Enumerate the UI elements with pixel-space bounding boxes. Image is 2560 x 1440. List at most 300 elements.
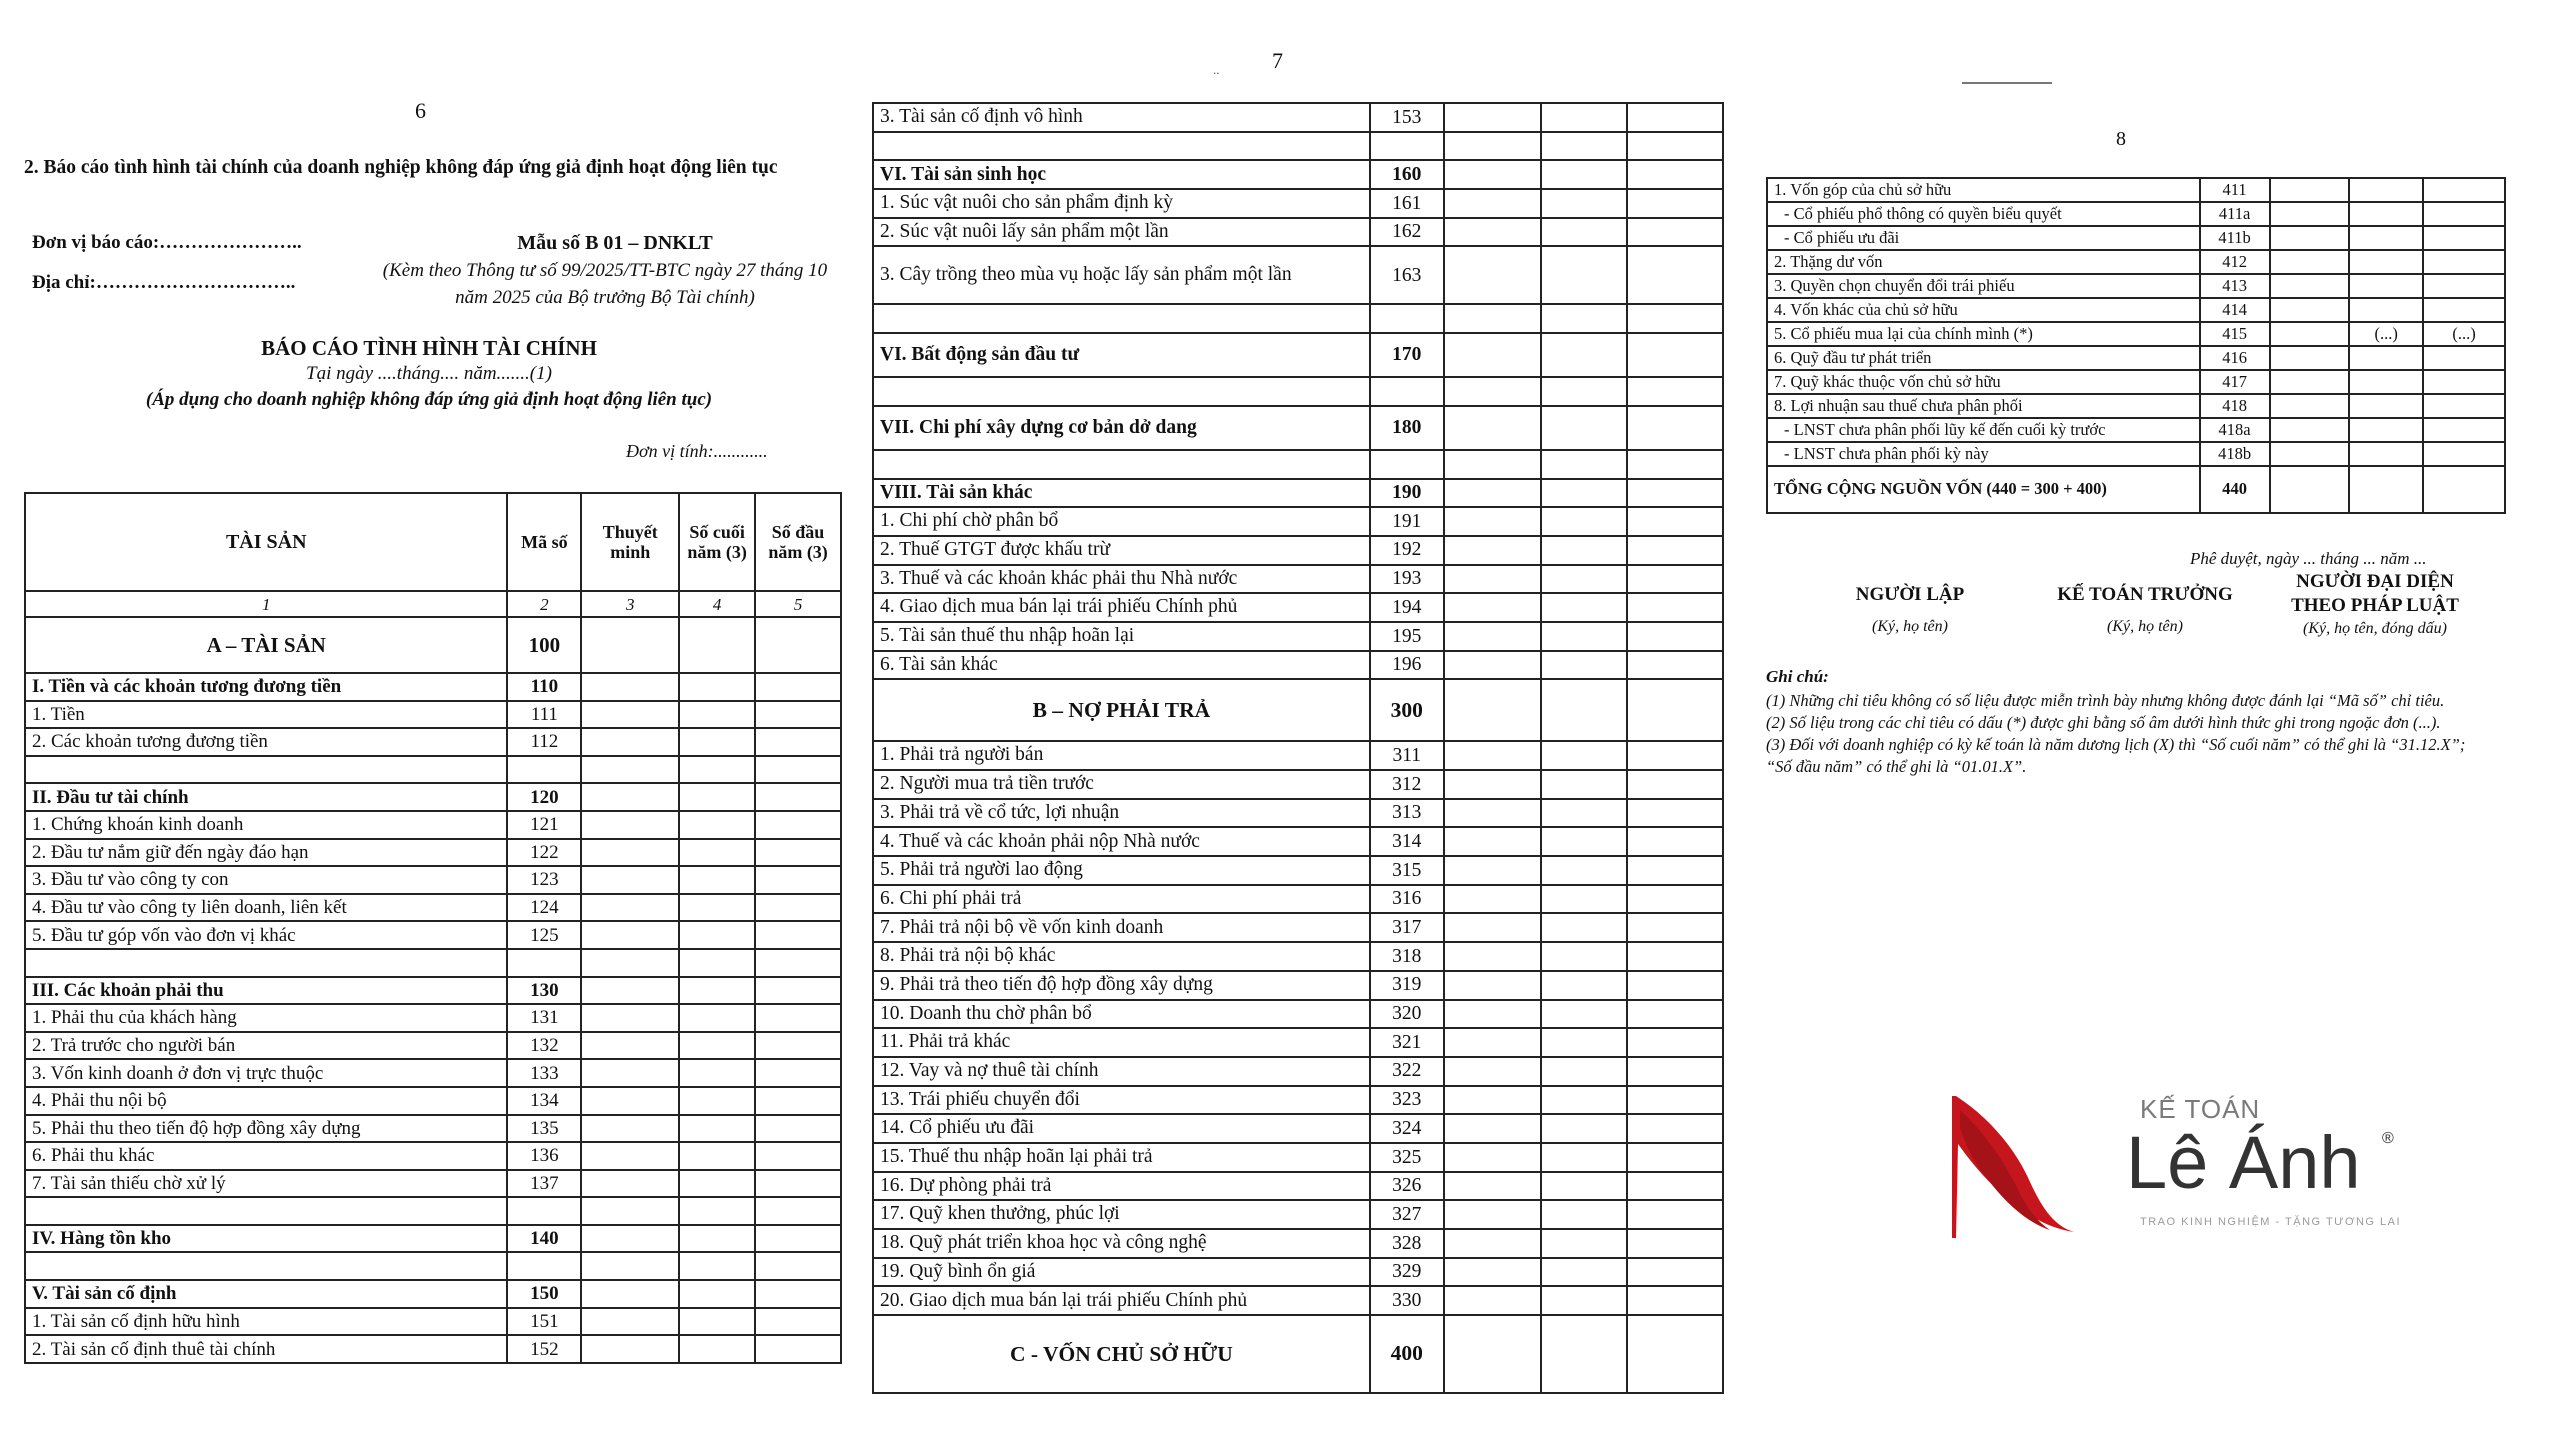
row-end-value (1541, 103, 1627, 132)
row-code: 300 (1370, 679, 1444, 741)
row-label: 7. Phải trả nội bộ về vốn kinh doanh (873, 913, 1370, 942)
logo-brand: Lê Ánh (2126, 1121, 2361, 1204)
row-label: 10. Doanh thu chờ phân bổ (873, 1000, 1370, 1029)
table-row (873, 1315, 1723, 1393)
row-label: C - VỐN CHỦ SỞ HỮU (873, 1315, 1370, 1393)
row-code: 418a (2200, 418, 2270, 442)
table-row (1767, 442, 2505, 466)
row-code: 136 (507, 1142, 581, 1170)
row-begin-value (755, 1308, 841, 1336)
row-label: 14. Cổ phiếu ưu đãi (873, 1114, 1370, 1143)
row-code: 318 (1370, 942, 1444, 971)
row-notes (2270, 226, 2350, 250)
header-assets: TÀI SẢN (25, 493, 507, 591)
row-label (873, 450, 1370, 479)
row-label: 5. Đầu tư góp vốn vào đơn vị khác (25, 921, 507, 949)
table-row (873, 536, 1723, 565)
row-begin-value (2423, 418, 2505, 442)
page-number: 6 (415, 98, 426, 123)
col-number: 2 (507, 591, 581, 617)
row-notes (1444, 770, 1542, 799)
table-row (1767, 226, 2505, 250)
row-label: 4. Giao dịch mua bán lại trái phiếu Chính phủ (873, 593, 1370, 622)
row-notes (581, 756, 679, 784)
row-label: 1. Vốn góp của chủ sở hữu (1767, 178, 2200, 202)
row-code: 161 (1370, 189, 1444, 218)
row-notes (1444, 132, 1542, 161)
row-end-value (679, 617, 755, 673)
row-end-value (679, 1252, 755, 1280)
row-begin-value (755, 1335, 841, 1363)
row-notes (581, 1087, 679, 1115)
row-label: 2. Người mua trả tiền trước (873, 770, 1370, 799)
row-end-value (1541, 651, 1627, 680)
row-begin-value (2423, 370, 2505, 394)
row-label: 2. Thặng dư vốn (1767, 250, 2200, 274)
table-row (873, 479, 1723, 508)
row-label: II. Đầu tư tài chính (25, 783, 507, 811)
row-notes (2270, 250, 2350, 274)
row-end-value (679, 1280, 755, 1308)
note-item: (1) Những chỉ tiêu không có số liệu được miễn trình bày nhưng không được đánh lại “Mã số” chỉ tiêu. (1766, 691, 2445, 710)
row-notes (581, 1059, 679, 1087)
row-label: 4. Vốn khác của chủ sở hữu (1767, 298, 2200, 322)
row-end-value (1541, 377, 1627, 406)
row-code: 170 (1370, 333, 1444, 377)
form-code: Mẫu số B 01 – DNKLT (517, 232, 713, 254)
row-begin-value (2423, 250, 2505, 274)
table-row (873, 1000, 1723, 1029)
row-notes (581, 839, 679, 867)
row-label: 1. Chi phí chờ phân bổ (873, 507, 1370, 536)
row-begin-value (2423, 442, 2505, 466)
row-end-value (1541, 942, 1627, 971)
row-begin-value (2423, 346, 2505, 370)
page-number: 7 (1272, 48, 1283, 73)
table-row (873, 1057, 1723, 1086)
row-notes (1444, 1172, 1542, 1201)
row-notes (1444, 622, 1542, 651)
row-end-value (1541, 536, 1627, 565)
table-row (1767, 274, 2505, 298)
row-notes (1444, 507, 1542, 536)
row-begin-value (1627, 622, 1723, 651)
row-end-value (1541, 1143, 1627, 1172)
row-code: 123 (507, 866, 581, 894)
row-notes (1444, 799, 1542, 828)
table-row (873, 913, 1723, 942)
row-begin-value (1627, 189, 1723, 218)
notes-title: Ghi chú: (1766, 667, 1829, 686)
row-notes (1444, 218, 1542, 247)
table-row (873, 565, 1723, 594)
row-end-value (1541, 246, 1627, 304)
table-row (873, 160, 1723, 189)
row-code: 112 (507, 728, 581, 756)
table-row (25, 1115, 841, 1143)
row-end-value (679, 1059, 755, 1087)
row-code (1370, 377, 1444, 406)
row-label: 20. Giao dịch mua bán lại trái phiếu Chính phủ (873, 1286, 1370, 1315)
row-begin-value (2423, 466, 2505, 513)
row-notes (581, 1197, 679, 1225)
row-label: 8. Phải trả nội bộ khác (873, 942, 1370, 971)
row-code: 196 (1370, 651, 1444, 680)
row-notes (581, 949, 679, 977)
row-label (25, 1197, 507, 1225)
table-row (25, 977, 841, 1005)
table-row (1767, 250, 2505, 274)
row-end-value (1541, 479, 1627, 508)
row-notes (2270, 346, 2350, 370)
row-notes (2270, 466, 2350, 513)
row-begin-value (755, 673, 841, 701)
col-number: 3 (581, 591, 679, 617)
row-begin-value (1627, 885, 1723, 914)
row-notes (581, 783, 679, 811)
row-end-value (1541, 1315, 1627, 1393)
row-label: 3. Đầu tư vào công ty con (25, 866, 507, 894)
row-label: 17. Quỹ khen thưởng, phúc lợi (873, 1200, 1370, 1229)
row-code: 124 (507, 894, 581, 922)
row-begin-value (1627, 103, 1723, 132)
row-label: 5. Phải trả người lao động (873, 856, 1370, 885)
row-end-value (1541, 679, 1627, 741)
row-begin-value (1627, 1143, 1723, 1172)
row-begin-value (755, 783, 841, 811)
row-label: 3. Thuế và các khoản khác phải thu Nhà nước (873, 565, 1370, 594)
equity-table (1766, 177, 2506, 514)
approval-line: Phê duyệt, ngày ... tháng ... năm ... (2190, 549, 2427, 568)
row-code: 121 (507, 811, 581, 839)
row-begin-value (2423, 178, 2505, 202)
row-end-value (1541, 507, 1627, 536)
row-code: 311 (1370, 741, 1444, 770)
row-end-value (1541, 450, 1627, 479)
row-end-value (1541, 218, 1627, 247)
row-end-value (1541, 333, 1627, 377)
row-begin-value (2423, 202, 2505, 226)
assets-table (24, 492, 842, 1364)
row-end-value (1541, 1086, 1627, 1115)
table-row (873, 827, 1723, 856)
row-code (507, 949, 581, 977)
row-begin-value (755, 1142, 841, 1170)
row-label (25, 756, 507, 784)
row-begin-value (755, 1252, 841, 1280)
row-end-value (1541, 304, 1627, 333)
row-begin-value (1627, 1000, 1723, 1029)
row-begin-value (755, 977, 841, 1005)
row-code: 137 (507, 1170, 581, 1198)
row-notes (1444, 1258, 1542, 1287)
row-label: 5. Cổ phiếu mua lại của chính mình (*) (1767, 322, 2200, 346)
row-label: TỔNG CỘNG NGUỒN VỐN (440 = 300 + 400) (1767, 466, 2200, 513)
row-begin-value (1627, 1057, 1723, 1086)
row-notes (581, 673, 679, 701)
table-row (1767, 298, 2505, 322)
row-code: 400 (1370, 1315, 1444, 1393)
row-notes (581, 701, 679, 729)
row-notes (1444, 406, 1542, 450)
row-begin-value (755, 1087, 841, 1115)
row-code: 191 (1370, 507, 1444, 536)
row-end-value (2349, 370, 2423, 394)
table-row (25, 1252, 841, 1280)
row-label: 1. Chứng khoán kinh doanh (25, 811, 507, 839)
row-begin-value (755, 921, 841, 949)
row-code: 320 (1370, 1000, 1444, 1029)
table-row (873, 799, 1723, 828)
row-begin-value (1627, 160, 1723, 189)
row-end-value (1541, 885, 1627, 914)
signer-legal-rep (2270, 570, 2480, 638)
row-code (507, 1197, 581, 1225)
row-code: 190 (1370, 479, 1444, 508)
row-end-value (679, 1335, 755, 1363)
currency-unit: Đơn vị tính:............ (626, 441, 768, 461)
table-row (25, 617, 841, 673)
row-end-value (1541, 856, 1627, 885)
row-label (873, 304, 1370, 333)
table-row (25, 673, 841, 701)
address-label: Địa chỉ:………………………….. (32, 272, 296, 293)
row-end-value (679, 673, 755, 701)
row-code (1370, 450, 1444, 479)
row-begin-value (1627, 679, 1723, 741)
row-label: - LNST chưa phân phối kỳ này (1767, 442, 2200, 466)
row-code: 195 (1370, 622, 1444, 651)
row-end-value (2349, 250, 2423, 274)
row-begin-value (1627, 218, 1723, 247)
row-notes (581, 1225, 679, 1253)
row-code: 125 (507, 921, 581, 949)
logo-tagline: TRAO KINH NGHIỆM - TẶNG TƯƠNG LAI (2140, 1216, 2402, 1228)
table-row (1767, 370, 2505, 394)
row-label: 2. Thuế GTGT được khấu trừ (873, 536, 1370, 565)
row-begin-value (755, 1280, 841, 1308)
row-label: 19. Quỹ bình ổn giá (873, 1258, 1370, 1287)
row-end-value (679, 921, 755, 949)
row-code: 418b (2200, 442, 2270, 466)
row-label: 3. Phải trả về cổ tức, lợi nhuận (873, 799, 1370, 828)
table-row (25, 1059, 841, 1087)
table-row (873, 1143, 1723, 1172)
row-notes (581, 811, 679, 839)
table-row (1767, 394, 2505, 418)
row-begin-value (2423, 394, 2505, 418)
row-notes (1444, 103, 1542, 132)
row-notes (1444, 593, 1542, 622)
row-begin-value (2423, 298, 2505, 322)
row-code: 325 (1370, 1143, 1444, 1172)
row-code: 317 (1370, 913, 1444, 942)
row-code: 150 (507, 1280, 581, 1308)
table-row (873, 1086, 1723, 1115)
row-notes (2270, 370, 2350, 394)
section-title: 2. Báo cáo tình hình tài chính của doanh nghiệp không đáp ứng giả định hoạt động liên tục (24, 157, 778, 178)
row-end-value (679, 701, 755, 729)
row-code: 411 (2200, 178, 2270, 202)
row-label: 11. Phải trả khác (873, 1028, 1370, 1057)
table-row (25, 839, 841, 867)
table-row (873, 333, 1723, 377)
row-end-value (679, 1004, 755, 1032)
table-row (25, 1032, 841, 1060)
row-begin-value (755, 811, 841, 839)
row-end-value (2349, 466, 2423, 513)
row-code: 134 (507, 1087, 581, 1115)
row-code: 415 (2200, 322, 2270, 346)
note-item: (3) Đối với doanh nghiệp có kỳ kế toán là năm dương lịch (X) thì “Số cuối năm” có thể ghi là “31.12.X”; “Số đầu năm” có thể ghi là “01.01.X”. (1766, 735, 2466, 776)
col-number: 4 (679, 591, 755, 617)
table-row (25, 894, 841, 922)
row-begin-value (1627, 304, 1723, 333)
reporting-unit-label: Đơn vị báo cáo:………………….. (32, 232, 302, 253)
report-title: BÁO CÁO TÌNH HÌNH TÀI CHÍNH (261, 336, 597, 360)
table-row (25, 728, 841, 756)
row-label: I. Tiền và các khoản tương đương tiền (25, 673, 507, 701)
row-label: 8. Lợi nhuận sau thuế chưa phân phối (1767, 394, 2200, 418)
report-date-line: Tại ngày ....tháng.... năm.......(1) (306, 363, 552, 384)
row-notes (1444, 565, 1542, 594)
row-label: 15. Thuế thu nhập hoãn lại phải trả (873, 1143, 1370, 1172)
row-notes (2270, 442, 2350, 466)
row-notes (1444, 1286, 1542, 1315)
row-notes (1444, 450, 1542, 479)
row-label: 9. Phải trả theo tiến độ hợp đồng xây dựng (873, 971, 1370, 1000)
row-code: 330 (1370, 1286, 1444, 1315)
row-begin-value (1627, 406, 1723, 450)
table-row (25, 1335, 841, 1363)
row-begin-value (1627, 1172, 1723, 1201)
row-code: 133 (507, 1059, 581, 1087)
row-notes (1444, 1114, 1542, 1143)
row-code: 417 (2200, 370, 2270, 394)
row-notes (1444, 1200, 1542, 1229)
row-label: - Cổ phiếu ưu đãi (1767, 226, 2200, 250)
row-notes (581, 1032, 679, 1060)
row-code: 322 (1370, 1057, 1444, 1086)
row-code: 110 (507, 673, 581, 701)
signer-preparer (1800, 584, 2020, 636)
table-row (1767, 418, 2505, 442)
row-label: 1. Phải trả người bán (873, 741, 1370, 770)
row-end-value (1541, 1229, 1627, 1258)
row-begin-value (1627, 856, 1723, 885)
table-row (1767, 322, 2505, 346)
row-end-value (1541, 971, 1627, 1000)
row-label: 6. Tài sản khác (873, 651, 1370, 680)
row-notes (2270, 298, 2350, 322)
table-row (873, 246, 1723, 304)
table-row (873, 593, 1723, 622)
row-code: 312 (1370, 770, 1444, 799)
logo-top-text: KẾ TOÁN (2140, 1094, 2261, 1124)
row-end-value (2349, 346, 2423, 370)
row-code: 135 (507, 1115, 581, 1143)
row-code: 120 (507, 783, 581, 811)
row-end-value (2349, 418, 2423, 442)
row-begin-value (755, 894, 841, 922)
row-notes (1444, 827, 1542, 856)
row-notes (2270, 322, 2350, 346)
row-notes (1444, 913, 1542, 942)
row-notes (1444, 333, 1542, 377)
row-code: 327 (1370, 1200, 1444, 1229)
row-notes (1444, 971, 1542, 1000)
page-mark: .. (1213, 62, 1220, 77)
row-code: 151 (507, 1308, 581, 1336)
form-note: (Kèm theo Thông tư số 99/2025/TT-BTC ngày 27 tháng 10 năm 2025 của Bộ trưởng Bộ Tài chính) (382, 260, 828, 308)
row-label: VI. Tài sản sinh học (873, 160, 1370, 189)
row-label: VII. Chi phí xây dựng cơ bản dở dang (873, 406, 1370, 450)
row-label: 5. Phải thu theo tiến độ hợp đồng xây dựng (25, 1115, 507, 1143)
row-label: 2. Trả trước cho người bán (25, 1032, 507, 1060)
row-notes (2270, 178, 2350, 202)
row-code: 193 (1370, 565, 1444, 594)
col-number: 5 (755, 591, 841, 617)
row-label: VIII. Tài sản khác (873, 479, 1370, 508)
table-row (25, 1087, 841, 1115)
table-row (873, 1258, 1723, 1287)
row-begin-value (1627, 377, 1723, 406)
row-end-value (1541, 1114, 1627, 1143)
row-label: 12. Vay và nợ thuê tài chính (873, 1057, 1370, 1086)
row-begin-value (1627, 770, 1723, 799)
row-notes (581, 1115, 679, 1143)
table-row (873, 971, 1723, 1000)
row-label: 3. Cây trồng theo mùa vụ hoặc lấy sản phẩm một lần (873, 246, 1370, 304)
row-label: 2. Các khoản tương đương tiền (25, 728, 507, 756)
row-end-value (2349, 226, 2423, 250)
row-notes (1444, 536, 1542, 565)
row-begin-value (2423, 274, 2505, 298)
row-notes (581, 1142, 679, 1170)
row-notes (1444, 246, 1542, 304)
row-end-value (2349, 202, 2423, 226)
table-row (873, 741, 1723, 770)
row-code: 329 (1370, 1258, 1444, 1287)
table-row (873, 1229, 1723, 1258)
row-code: 194 (1370, 593, 1444, 622)
row-label (25, 949, 507, 977)
row-notes (2270, 202, 2350, 226)
signer-note: (Ký, họ tên) (1872, 618, 1948, 635)
table-row (873, 679, 1723, 741)
row-label: 7. Tài sản thiếu chờ xử lý (25, 1170, 507, 1198)
table-row (25, 1225, 841, 1253)
row-end-value (1541, 132, 1627, 161)
table-row (873, 770, 1723, 799)
table-row (25, 701, 841, 729)
row-begin-value (755, 701, 841, 729)
row-code: 418 (2200, 394, 2270, 418)
table-row (25, 1170, 841, 1198)
row-end-value (1541, 565, 1627, 594)
table-row (873, 218, 1723, 247)
table-row (25, 1004, 841, 1032)
row-code: 324 (1370, 1114, 1444, 1143)
col-number: 1 (25, 591, 507, 617)
row-notes (581, 1252, 679, 1280)
row-notes (581, 977, 679, 1005)
row-label: 2. Tài sản cố định thuê tài chính (25, 1335, 507, 1363)
row-end-value (2349, 274, 2423, 298)
row-notes (1444, 651, 1542, 680)
row-code: 323 (1370, 1086, 1444, 1115)
row-label: 4. Phải thu nội bộ (25, 1087, 507, 1115)
